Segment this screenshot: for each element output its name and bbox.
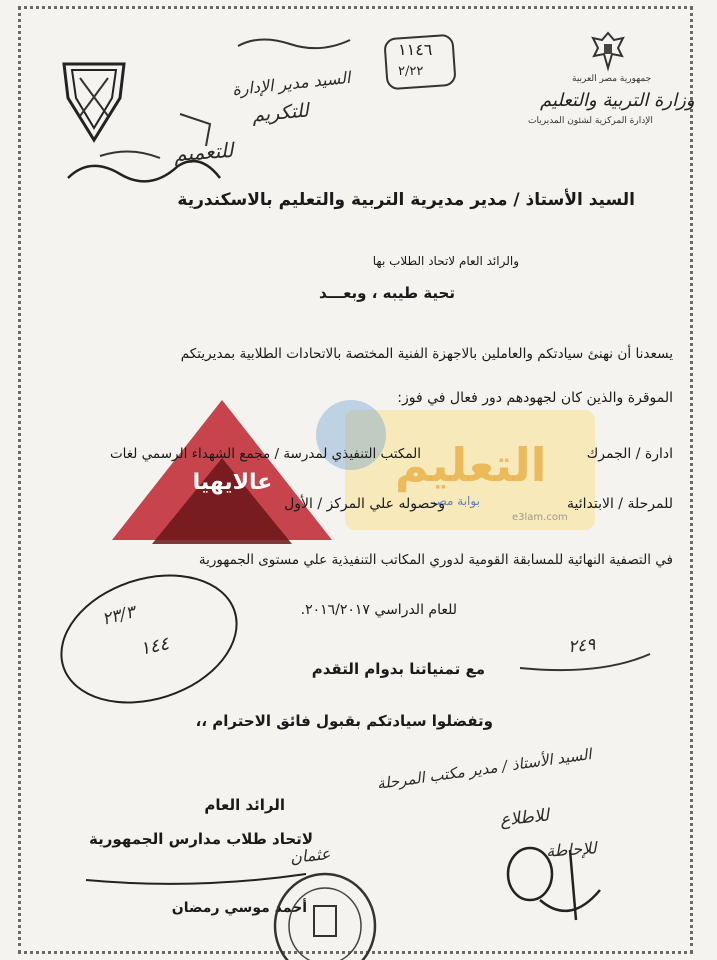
handwritten-note-top-3: للتعميم [173,137,235,167]
closing-line: وتفضلوا سيادتكم بقبول فائق الاحترام ،، [195,712,493,730]
handwritten-mid-right: ٢٤٩ [567,634,597,658]
office-district: ادارة / الجمرك [586,446,673,462]
handwritten-note-top-1: السيد مدير الإدارة [231,67,352,100]
paragraph-line-2: الموقرة والذين كان لجهودهم دور فعال في فوز: [397,390,673,406]
handwritten-signature-left: عثمان [289,843,332,868]
sender-line: والرائد العام لاتحاد الطلاب بها [372,254,519,268]
paragraph-line-1: يسعدنا أن نهنئ سيادتكم والعاملين بالاجهزة الفنية المختصة بالاتحادات الطلابية بمديريتكم [180,346,673,362]
wishes-line: مع تمنياتنا بدوام التقدم [311,660,485,678]
watermark-brand-sub: بوابة مصر [430,494,480,508]
office-line: المكتب التنفيذي لمدرسة / مجمع الشهداء الرسمي لغات [109,446,421,462]
handwritten-signature-right [480,830,620,930]
handwritten-stroke-mid [500,648,660,688]
handwritten-margin-2: ١٤٤ [138,633,171,660]
academic-year-line: للعام الدراسي ٢٠١٦/٢٠١٧. [300,602,457,618]
watermark-url: e3lam.com [512,512,568,523]
addressee-line: السيد الأستاذ / مدير مديرية التربية والتعليم بالاسكندرية [177,190,635,210]
ministry-country: جمهورية مصر العربية [572,74,652,84]
signature-title: الرائد العام [204,796,285,814]
award-line: وحصوله علي المركز / الأول [284,496,445,512]
registration-number: ١١٤٦ [398,40,433,59]
competition-line: في التصفية النهائية للمسابقة القومية لدوري المكاتب التنفيذية علي مستوى الجمهورية [198,552,673,568]
signature-name: أحمد موسي رمضان [171,900,307,916]
eagle-emblem-icon [590,30,626,72]
handwritten-bottom-1: السيد الأستاذ / مدير مكتب المرحلة [375,745,593,793]
handwritten-note-top-2: للتكريم [251,99,310,127]
watermark-logo-text: عالايهيا [192,470,273,495]
ministry-title: وزارة التربية والتعليم [540,90,695,111]
handwritten-bottom-2: للاطلاع [499,805,551,831]
handwritten-scribble-top [60,28,380,198]
greeting-line: تحية طيبه ، وبعـــد [319,284,455,302]
signature-org: لاتحاد طلاب مدارس الجمهورية [89,830,313,848]
handwritten-bottom-3: للإحاطة [545,838,598,861]
award-stage: للمرحلة / الابتدائية [567,496,673,512]
watermark-brand: التعليم [395,438,547,492]
registration-date: ٢/٢٢ [398,64,424,79]
ministry-subtitle: الإدارة المركزية لشئون المديريات [528,116,653,126]
official-round-seal-icon [270,866,380,960]
handwritten-margin-1: ٢٣/٣ [100,602,138,630]
